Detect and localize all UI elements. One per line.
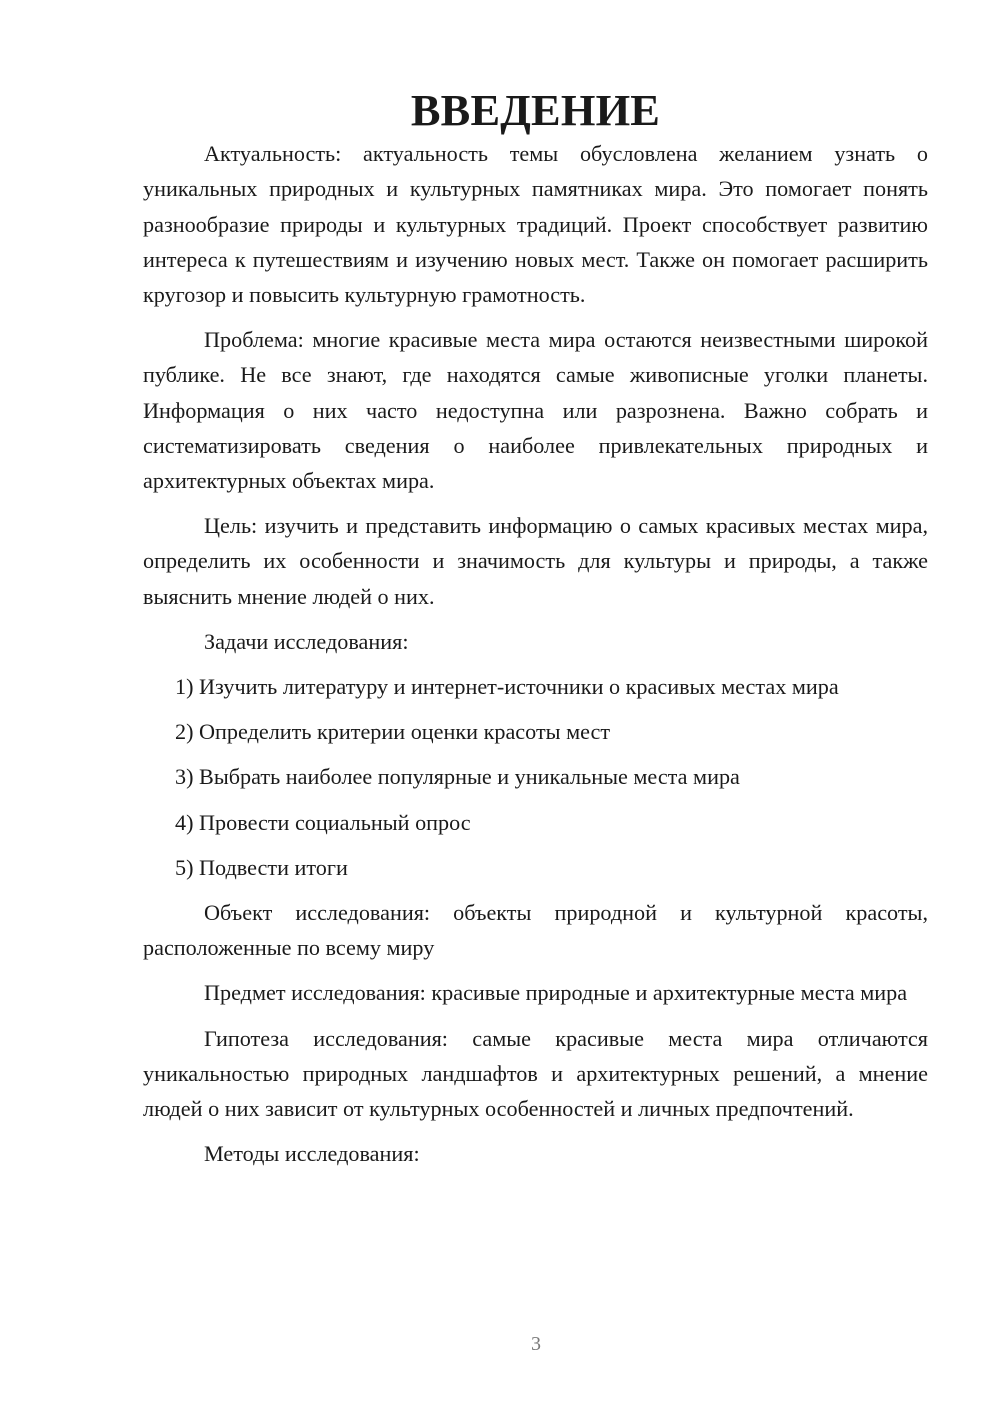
page-content bbox=[143, 85, 928, 1181]
list-item: 5) Подвести итоги bbox=[175, 854, 348, 880]
methods-heading: Методы исследования: bbox=[204, 1141, 420, 1167]
list-item: 3) Выбрать наиболее популярные и уникальные места мира bbox=[175, 764, 740, 790]
tasks-heading: Задачи исследования: bbox=[204, 628, 409, 654]
problem-paragraph: Проблема: многие красивые места мира остаются неизвестными широкой публике. Не все знают, где находятся самые живописные уголки планеты. Информация о них часто недоступна или разрознена. Важно собрать и систематизировать сведения о наиболее привлекательных природных и архитектурных объектах мира. bbox=[143, 327, 928, 494]
goal-paragraph: Цель: изучить и представить информацию о самых красивых местах мира, определить их особенности и значимость для культуры и природы, а также выяснить мнение людей о них. bbox=[143, 513, 928, 609]
list-item: 1) Изучить литературу и интернет-источники о красивых местах мира bbox=[175, 674, 839, 700]
relevance-paragraph: Актуальность: актуальность темы обусловлена желанием узнать о уникальных природных и культурных памятниках мира. Это помогает понять разнообразие природы и культурных традиций. Проект способствует развитию интереса к путешествиям и изучению новых мест. Также он помогает расширить кругозор и повысить культурную грамотность. bbox=[143, 141, 928, 308]
object-paragraph: Объект исследования: объекты природной и культурной красоты, расположенные по всему миру bbox=[143, 900, 928, 961]
page-title: ВВЕДЕНИЕ bbox=[410, 85, 661, 135]
list-item: 4) Провести социальный опрос bbox=[175, 809, 471, 835]
tasks-list bbox=[143, 669, 928, 885]
list-item: 2) Определить критерии оценки красоты мест bbox=[175, 719, 611, 745]
page-number: 3 bbox=[531, 1333, 541, 1355]
subject-paragraph: Предмет исследования: красивые природные и архитектурные места мира bbox=[204, 980, 908, 1006]
hypothesis-paragraph: Гипотеза исследования: самые красивые места мира отличаются уникальностью природных ландшафтов и архитектурных решений, а мнение людей о них зависит от культурных особенностей и личных предпочтений. bbox=[143, 1025, 928, 1122]
